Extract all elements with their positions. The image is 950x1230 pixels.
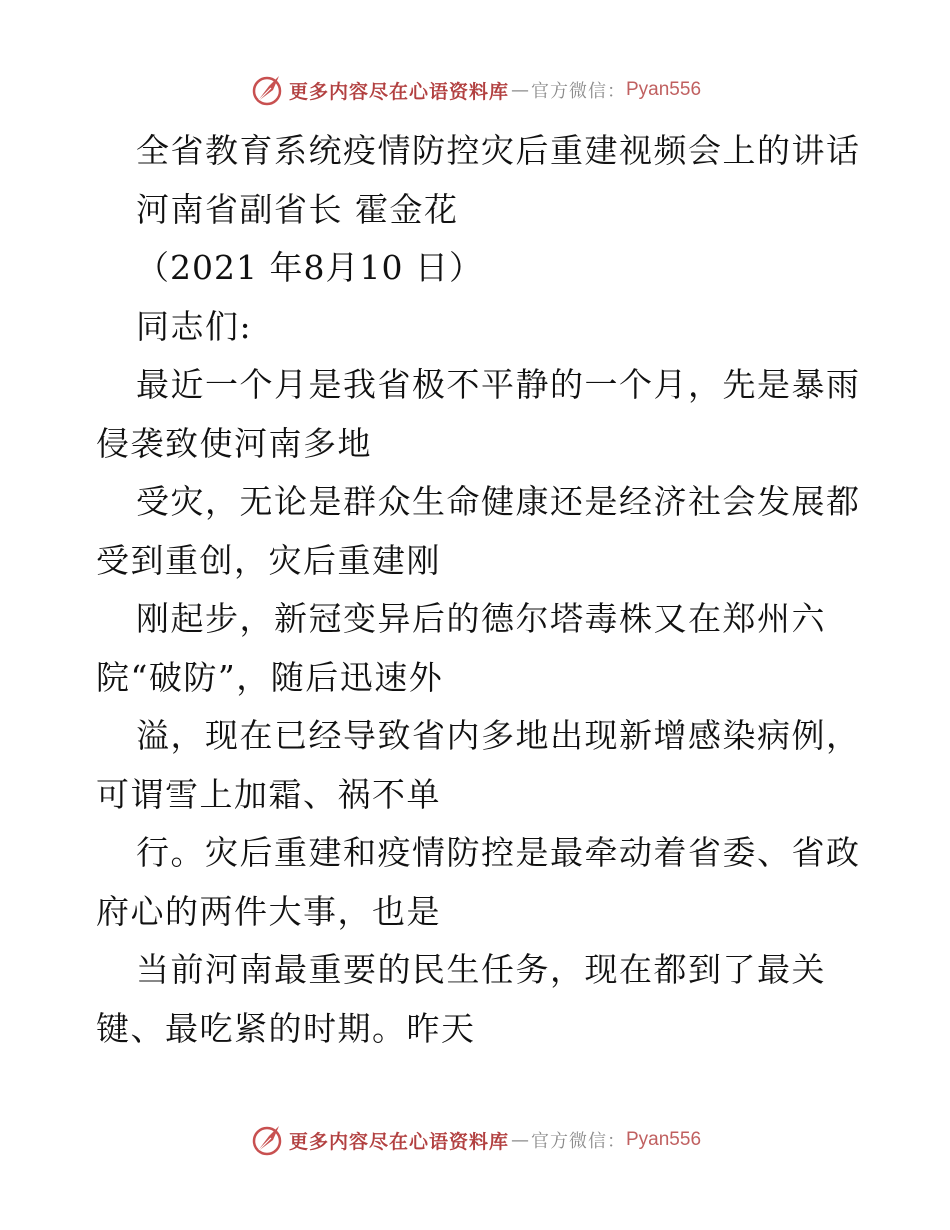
body-line: 受灾，无论是群众生命健康还是经济社会发展都: [136, 482, 861, 521]
document-title: 全省教育系统疫情防控灾后重建视频会上的讲话: [136, 131, 861, 170]
quill-logo-icon: [249, 72, 285, 108]
watermark-label: 官方微信：: [531, 1131, 626, 1152]
watermark-dash: —: [511, 1129, 529, 1151]
body-line: 溢，现在已经导致省内多地出现新增感染病例，: [136, 716, 861, 755]
body-line: 府心的两件大事，也是: [96, 891, 441, 931]
watermark-wechat-id: Pyan556: [626, 1129, 702, 1150]
body-line: 可谓雪上加霜、祸不单: [96, 774, 441, 814]
body-line: 最近一个月是我省极不平静的一个月，先是暴雨: [136, 365, 861, 404]
footer-watermark: [0, 1120, 950, 1160]
document-body: [96, 122, 866, 1058]
body-line: 刚起步，新冠变异后的德尔塔毒株又在郑州六: [136, 599, 826, 638]
watermark-label: 官方微信：: [531, 81, 626, 102]
body-line: 院“破防”，随后迅速外: [96, 657, 444, 697]
watermark-text: 更多内容尽在心语资料库: [288, 80, 509, 103]
body-line: 受到重创，灾后重建刚: [96, 540, 441, 580]
body-line: 行。灾后重建和疫情防控是最牵动着省委、省政: [136, 833, 861, 872]
body-line: 键、最吃紧的时期。昨天: [96, 1008, 476, 1048]
quill-logo-icon: [249, 1122, 285, 1158]
watermark-dash: —: [511, 79, 529, 101]
header-watermark: [0, 70, 950, 110]
salutation: 同志们:: [136, 306, 253, 346]
body-line: 侵袭致使河南多地: [96, 423, 372, 463]
watermark-text: 更多内容尽在心语资料库: [288, 1130, 509, 1153]
body-line: 当前河南最重要的民生任务，现在都到了最关: [136, 950, 826, 989]
watermark-wechat-id: Pyan556: [626, 79, 702, 100]
date-line: （2021 年8月10 日）: [136, 248, 483, 287]
speaker-line: 河南省副省长 霍金花: [136, 189, 459, 229]
